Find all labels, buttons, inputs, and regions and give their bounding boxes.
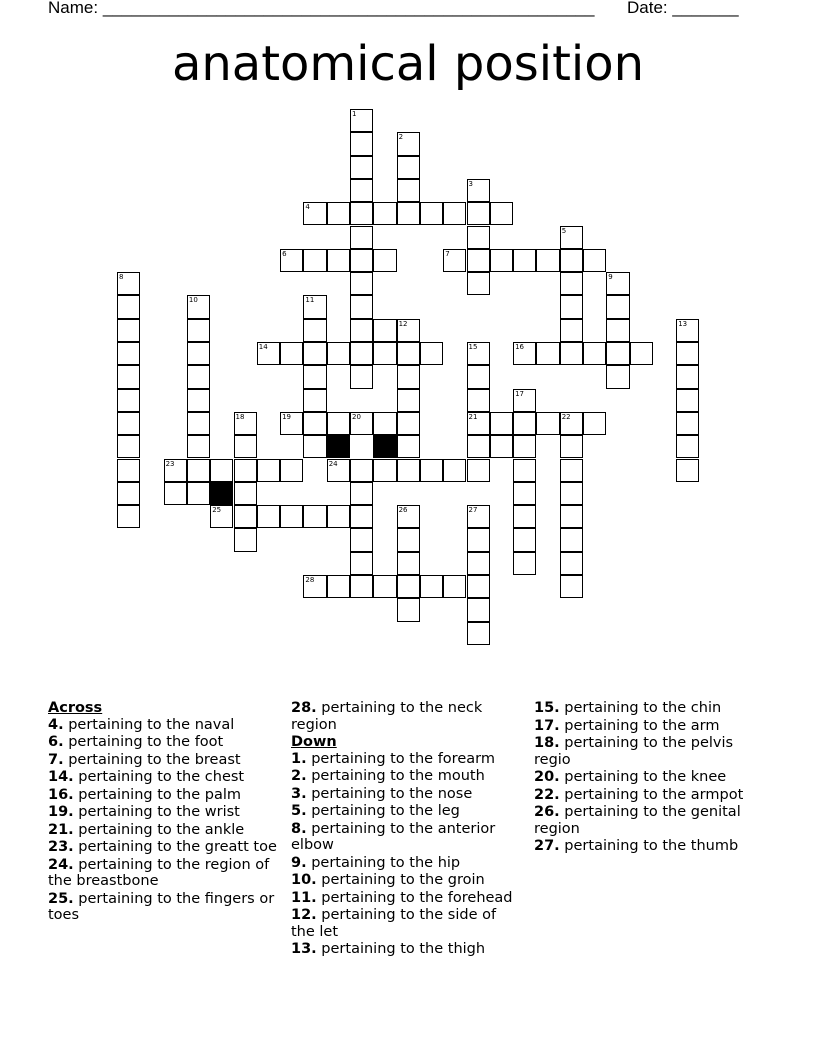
grid-cell[interactable] — [560, 482, 583, 505]
grid-cell[interactable] — [117, 459, 140, 482]
clue-down-27: 27. pertaining to the thumb — [534, 838, 739, 854]
grid-cell[interactable] — [397, 365, 420, 388]
name-label: Name: — [48, 0, 99, 17]
grid-cell[interactable] — [373, 202, 396, 225]
clue-number-3: 3 — [468, 179, 473, 188]
grid-cell[interactable] — [560, 505, 583, 528]
grid-cell[interactable] — [560, 249, 583, 272]
grid-cell[interactable] — [420, 459, 443, 482]
clue-across-25: 25. pertaining to the fingers or toes — [48, 890, 275, 923]
grid-cell[interactable] — [257, 505, 280, 528]
grid-cell[interactable] — [583, 412, 606, 435]
grid-cell[interactable] — [303, 389, 326, 412]
grid-cell[interactable] — [117, 435, 140, 458]
grid-cell[interactable] — [373, 342, 396, 365]
grid-cell[interactable] — [513, 552, 536, 575]
clue-number-21: 21 — [468, 412, 478, 421]
grid-cell[interactable] — [513, 459, 536, 482]
clue-down-5: 5. pertaining to the leg — [291, 803, 460, 819]
clues-column-2 — [291, 700, 516, 959]
clue-number-22: 22 — [561, 412, 571, 421]
grid-cell[interactable] — [676, 412, 699, 435]
clue-number-24: 24 — [328, 459, 338, 468]
grid-cell[interactable] — [606, 342, 629, 365]
grid-cell[interactable] — [397, 575, 420, 598]
clue-across-14: 14. pertaining to the chest — [48, 769, 245, 785]
date-label: Date: — [627, 0, 668, 17]
clue-down-26: 26. pertaining to the genital region — [534, 804, 741, 837]
clue-number-23: 23 — [165, 459, 175, 468]
grid-cell[interactable] — [327, 202, 350, 225]
grid-cell[interactable] — [350, 226, 373, 249]
grid-cell[interactable] — [420, 342, 443, 365]
grid-cell[interactable] — [467, 435, 490, 458]
grid-cell[interactable] — [187, 365, 210, 388]
grid-cell[interactable] — [280, 342, 303, 365]
grid-cell[interactable] — [513, 435, 536, 458]
grid-cell[interactable] — [187, 319, 210, 342]
grid-cell[interactable] — [187, 435, 210, 458]
grid-cell[interactable] — [234, 505, 257, 528]
clue-number-27: 27 — [468, 506, 478, 515]
grid-cell[interactable] — [327, 575, 350, 598]
clue-number-14: 14 — [258, 343, 268, 351]
grid-cell[interactable] — [397, 202, 420, 225]
clue-across-28: 28. pertaining to the neck region — [291, 700, 483, 733]
grid-cell[interactable] — [536, 342, 559, 365]
grid-cell[interactable] — [467, 202, 490, 225]
grid-cell[interactable] — [676, 389, 699, 412]
grid-cell[interactable] — [397, 412, 420, 435]
grid-cell[interactable] — [350, 319, 373, 342]
grid-cell[interactable] — [513, 528, 536, 551]
grid-cell[interactable] — [350, 552, 373, 575]
grid-cell[interactable] — [350, 459, 373, 482]
clue-number-8: 8 — [119, 273, 124, 282]
grid-cell[interactable] — [303, 505, 326, 528]
grid-cell[interactable] — [513, 505, 536, 528]
clue-across-4: 4. pertaining to the naval — [48, 716, 235, 733]
grid-cell[interactable] — [117, 319, 140, 342]
grid-cell[interactable] — [490, 412, 513, 435]
grid-cell[interactable] — [397, 435, 420, 458]
grid-cell[interactable] — [280, 505, 303, 528]
grid-cell[interactable] — [467, 226, 490, 249]
clue-number-2: 2 — [398, 133, 404, 142]
grid-cell[interactable] — [373, 575, 396, 598]
clue-down-22: 22. pertaining to the armpot — [534, 786, 744, 803]
grid-cell[interactable] — [350, 249, 373, 272]
clue-down-13: 13. pertaining to the thigh — [291, 941, 486, 957]
name-line: ____________________________________________________ — [102, 0, 595, 17]
grid-cell[interactable] — [443, 459, 466, 482]
clue-across-24: 24. pertaining to the region of the breastbone — [48, 856, 270, 889]
grid-cell[interactable] — [210, 459, 233, 482]
grid-cell[interactable] — [606, 295, 629, 318]
grid-cell[interactable] — [280, 459, 303, 482]
grid-cell[interactable] — [117, 365, 140, 388]
grid-cell[interactable] — [350, 272, 373, 295]
grid-cell[interactable] — [327, 249, 350, 272]
down-heading: Down — [291, 734, 337, 750]
grid-cell[interactable] — [606, 319, 629, 342]
clue-number-16: 16 — [515, 343, 525, 351]
black-cell — [327, 435, 350, 458]
clue-number-13: 13 — [678, 319, 688, 328]
page-title: anatomical position — [171, 36, 645, 92]
grid-cell[interactable] — [490, 202, 513, 225]
grid-cell[interactable] — [117, 412, 140, 435]
grid-cell[interactable] — [303, 412, 326, 435]
grid-cell[interactable] — [117, 342, 140, 365]
grid-cell[interactable] — [467, 552, 490, 575]
grid-cell[interactable] — [676, 365, 699, 388]
grid-cell[interactable] — [490, 435, 513, 458]
grid-cell[interactable] — [397, 598, 420, 621]
clue-number-6: 6 — [282, 249, 287, 258]
grid-cell[interactable] — [117, 482, 140, 505]
grid-cell[interactable] — [676, 435, 699, 458]
grid-cell[interactable] — [420, 575, 443, 598]
grid-cell[interactable] — [397, 389, 420, 412]
clue-number-15: 15 — [468, 343, 478, 351]
clue-across-16: 16. pertaining to the palm — [48, 786, 242, 803]
grid-cell[interactable] — [513, 249, 536, 272]
grid-cell[interactable] — [187, 389, 210, 412]
clue-number-5: 5 — [561, 226, 567, 235]
clue-across-7: 7. pertaining to the breast — [48, 751, 241, 768]
grid-cell[interactable] — [467, 598, 490, 621]
clues-column-3 — [534, 700, 764, 856]
grid-cell[interactable] — [187, 482, 210, 505]
clue-down-1: 1. pertaining to the forearm — [291, 750, 495, 767]
clue-down-15: 15. pertaining to the chin — [534, 700, 722, 716]
grid-cell[interactable] — [350, 342, 373, 365]
grid-cell[interactable] — [373, 412, 396, 435]
clue-number-7: 7 — [445, 249, 450, 258]
grid-cell[interactable] — [350, 202, 373, 225]
grid-cell[interactable] — [350, 575, 373, 598]
across-heading: Across — [48, 700, 103, 716]
clue-down-3: 3. pertaining to the nose — [291, 785, 473, 802]
grid-cell[interactable] — [327, 412, 350, 435]
clue-down-17: 17. pertaining to the arm — [534, 717, 720, 734]
clue-across-6: 6. pertaining to the foot — [48, 734, 224, 750]
grid-cell[interactable] — [560, 295, 583, 318]
grid-cell[interactable] — [350, 365, 373, 388]
grid-cell[interactable] — [443, 202, 466, 225]
clue-down-12: 12. pertaining to the side of the let — [291, 907, 497, 940]
clue-across-23: 23. pertaining to the greatt toe — [48, 839, 277, 855]
black-cell — [373, 435, 396, 458]
grid-cell[interactable] — [560, 575, 583, 598]
clue-down-8: 8. pertaining to the anterior elbow — [291, 820, 496, 853]
grid-cell[interactable] — [676, 342, 699, 365]
grid-cell[interactable] — [234, 528, 257, 551]
grid-cell[interactable] — [257, 459, 280, 482]
grid-cell[interactable] — [117, 389, 140, 412]
grid-cell[interactable] — [560, 272, 583, 295]
grid-cell[interactable] — [467, 272, 490, 295]
grid-cell[interactable] — [536, 412, 559, 435]
grid-cell[interactable] — [350, 179, 373, 202]
grid-cell[interactable] — [467, 459, 490, 482]
clue-across-19: 19. pertaining to the wrist — [48, 804, 240, 820]
grid-cell[interactable] — [350, 482, 373, 505]
grid-cell[interactable] — [234, 435, 257, 458]
grid-cell[interactable] — [350, 295, 373, 318]
grid-cell[interactable] — [490, 249, 513, 272]
grid-cell[interactable] — [397, 342, 420, 365]
grid-cell[interactable] — [187, 412, 210, 435]
grid-cell[interactable] — [583, 249, 606, 272]
grid-cell[interactable] — [117, 295, 140, 318]
grid-cell[interactable] — [303, 435, 326, 458]
grid-cell[interactable] — [397, 528, 420, 551]
grid-cell[interactable] — [303, 342, 326, 365]
grid-cell[interactable] — [560, 528, 583, 551]
grid-cell[interactable] — [443, 575, 466, 598]
clue-down-20: 20. pertaining to the knee — [534, 769, 727, 785]
grid-cell[interactable] — [513, 482, 536, 505]
clue-number-25: 25 — [212, 506, 222, 515]
grid-cell[interactable] — [467, 575, 490, 598]
clue-down-11: 11. pertaining to the forehead — [291, 889, 513, 906]
grid-cell[interactable] — [536, 249, 559, 272]
grid-cell[interactable] — [397, 156, 420, 179]
clue-number-9: 9 — [608, 273, 613, 282]
clue-number-10: 10 — [188, 296, 198, 305]
grid-cell[interactable] — [117, 505, 140, 528]
grid-cell[interactable] — [187, 459, 210, 482]
grid-cell[interactable] — [420, 202, 443, 225]
grid-cell[interactable] — [676, 459, 699, 482]
grid-cell[interactable] — [187, 342, 210, 365]
clue-number-4: 4 — [305, 203, 310, 212]
grid-cell[interactable] — [397, 459, 420, 482]
grid-cell[interactable] — [303, 365, 326, 388]
clue-number-17: 17 — [515, 389, 525, 398]
grid-cell[interactable] — [513, 412, 536, 435]
grid-cell[interactable] — [560, 435, 583, 458]
clue-number-19: 19 — [282, 412, 292, 421]
grid-cell[interactable] — [303, 319, 326, 342]
grid-cell[interactable] — [234, 482, 257, 505]
grid-cell[interactable] — [234, 459, 257, 482]
clue-down-9: 9. pertaining to the hip — [291, 854, 461, 871]
clue-down-10: 10. pertaining to the groin — [291, 872, 485, 888]
black-cell — [210, 482, 233, 505]
grid-cell[interactable] — [467, 622, 490, 645]
clues-column-1 — [48, 700, 280, 925]
clue-number-20: 20 — [352, 412, 361, 421]
grid-cell[interactable] — [350, 528, 373, 551]
grid-cell[interactable] — [560, 342, 583, 365]
grid-cell[interactable] — [373, 249, 396, 272]
grid-cell[interactable] — [467, 528, 490, 551]
grid-cell[interactable] — [560, 552, 583, 575]
grid-cell[interactable] — [397, 552, 420, 575]
clue-number-11: 11 — [305, 296, 315, 305]
grid-cell[interactable] — [606, 365, 629, 388]
clue-number-26: 26 — [398, 506, 408, 515]
grid-cell[interactable] — [350, 156, 373, 179]
grid-cell[interactable] — [327, 342, 350, 365]
date-line: _______ — [672, 0, 739, 17]
clue-across-21: 21. pertaining to the ankle — [48, 821, 245, 838]
grid-cell[interactable] — [467, 389, 490, 412]
grid-cell[interactable] — [350, 505, 373, 528]
clue-number-12: 12 — [398, 319, 408, 328]
clue-number-28: 28 — [305, 576, 315, 584]
grid-cell[interactable] — [327, 505, 350, 528]
grid-cell[interactable] — [630, 342, 653, 365]
grid-cell[interactable] — [560, 319, 583, 342]
grid-cell[interactable] — [467, 365, 490, 388]
grid-cell[interactable] — [467, 249, 490, 272]
grid-cell[interactable] — [350, 132, 373, 155]
clue-down-18: 18. pertaining to the pelvis regio — [534, 735, 734, 768]
grid-cell[interactable] — [373, 459, 396, 482]
grid-cell[interactable] — [303, 249, 326, 272]
grid-cell[interactable] — [397, 179, 420, 202]
clue-number-1: 1 — [352, 110, 357, 118]
clue-down-2: 2. pertaining to the mouth — [291, 768, 485, 784]
grid-cell[interactable] — [164, 482, 187, 505]
clue-number-18: 18 — [235, 412, 245, 421]
grid-cell[interactable] — [373, 319, 396, 342]
grid-cell[interactable] — [560, 459, 583, 482]
grid-cell[interactable] — [583, 342, 606, 365]
